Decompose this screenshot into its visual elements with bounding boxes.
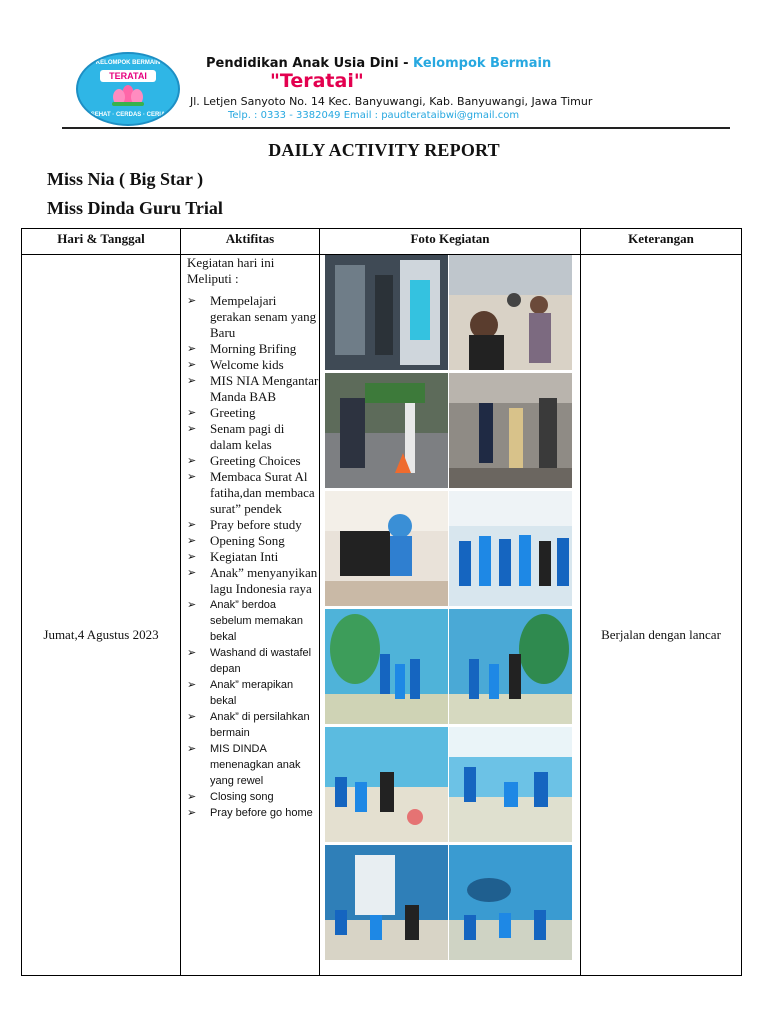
arrow-bullet-icon: ➢ bbox=[187, 790, 197, 803]
teacher-1: Miss Nia ( Big Star ) bbox=[47, 169, 204, 189]
report-title: DAILY ACTIVITY REPORT bbox=[268, 140, 500, 160]
arrow-bullet-icon: ➢ bbox=[187, 598, 197, 611]
activities-content bbox=[187, 255, 319, 821]
arrow-bullet-icon: ➢ bbox=[187, 406, 197, 419]
activity-text: Washand di wastafel depan bbox=[210, 647, 312, 675]
date-value: Jumat,4 Agustus 2023 bbox=[43, 627, 159, 642]
arrow-bullet-icon: ➢ bbox=[187, 454, 197, 467]
arrow-bullet-icon: ➢ bbox=[187, 566, 197, 579]
activity-item bbox=[187, 533, 319, 549]
arrow-bullet-icon: ➢ bbox=[187, 742, 197, 755]
activity-text: Pray before study bbox=[210, 517, 302, 532]
activities-list bbox=[187, 293, 319, 821]
photos-cell bbox=[319, 254, 581, 976]
activity-text: Opening Song bbox=[210, 533, 285, 548]
activity-text: Greeting bbox=[210, 405, 256, 420]
activity-item bbox=[187, 677, 319, 709]
activity-item bbox=[187, 469, 319, 517]
photo-5 bbox=[325, 491, 448, 606]
activity-text: MIS DINDA menenagkan anak yang rewel bbox=[210, 743, 301, 787]
activity-text: Greeting Choices bbox=[210, 453, 301, 468]
letterhead-divider bbox=[62, 127, 730, 129]
activity-item bbox=[187, 453, 319, 469]
school-name: "Teratai" bbox=[270, 70, 364, 92]
notes-value: Berjalan dengan lancar bbox=[601, 627, 721, 642]
activity-text: Membaca Surat Al fatiha,dan membaca surat” pendek bbox=[210, 469, 315, 516]
header-activities: Aktifitas bbox=[180, 228, 320, 255]
activity-item bbox=[187, 549, 319, 565]
activity-item bbox=[187, 341, 319, 357]
institution-prefix: Pendidikan Anak Usia Dini - bbox=[206, 56, 414, 71]
activity-item bbox=[187, 405, 319, 421]
arrow-bullet-icon: ➢ bbox=[187, 710, 197, 723]
activity-text: MIS NIA Mengantar Manda BAB bbox=[210, 373, 319, 404]
photo-3 bbox=[325, 373, 448, 488]
arrow-bullet-icon: ➢ bbox=[187, 550, 197, 563]
activity-item bbox=[187, 565, 319, 597]
activity-text: Closing song bbox=[210, 791, 274, 803]
header-photos: Foto Kegiatan bbox=[319, 228, 581, 255]
activity-item bbox=[187, 597, 319, 645]
activities-intro: Kegiatan hari ini Meliputi : bbox=[187, 255, 275, 286]
logo-name: TERATAI bbox=[100, 70, 156, 82]
activity-item bbox=[187, 805, 319, 821]
activity-item bbox=[187, 709, 319, 741]
activity-text: Welcome kids bbox=[210, 357, 284, 372]
activity-item bbox=[187, 293, 319, 341]
logo-bottom-text: SEHAT · CERDAS · CERIA bbox=[90, 112, 166, 118]
activity-text: Mempelajari gerakan senam yang Baru bbox=[210, 293, 317, 340]
activity-text: Anak” menyanyikan lagu Indonesia raya bbox=[210, 565, 318, 596]
date-cell bbox=[21, 254, 181, 976]
photo-6 bbox=[449, 491, 572, 606]
activity-item bbox=[187, 741, 319, 789]
arrow-bullet-icon: ➢ bbox=[187, 342, 197, 355]
arrow-bullet-icon: ➢ bbox=[187, 374, 197, 387]
school-address: Jl. Letjen Sanyoto No. 14 Kec. Banyuwangi, Kab. Banyuwangi, Jawa Timur bbox=[190, 95, 593, 108]
activity-text: Kegiatan Inti bbox=[210, 549, 279, 564]
photo-1 bbox=[325, 255, 448, 370]
arrow-bullet-icon: ➢ bbox=[187, 358, 197, 371]
activity-item bbox=[187, 421, 319, 453]
header-date: Hari & Tanggal bbox=[21, 228, 181, 255]
activity-item bbox=[187, 357, 319, 373]
activity-text: Senam pagi di dalam kelas bbox=[210, 421, 285, 452]
lotus-icon bbox=[108, 84, 148, 106]
letterhead bbox=[0, 0, 768, 132]
logo-top-text: KELOMPOK BERMAIN bbox=[95, 60, 161, 66]
activity-text: Pray before go home bbox=[210, 807, 313, 819]
photo-10 bbox=[449, 727, 572, 842]
institution-line bbox=[206, 56, 551, 71]
arrow-bullet-icon: ➢ bbox=[187, 678, 197, 691]
photo-7 bbox=[325, 609, 448, 724]
arrow-bullet-icon: ➢ bbox=[187, 470, 197, 483]
arrow-bullet-icon: ➢ bbox=[187, 534, 197, 547]
photo-9 bbox=[325, 727, 448, 842]
teacher-2: Miss Dinda Guru Trial bbox=[47, 198, 223, 218]
photo-12 bbox=[449, 845, 572, 960]
activity-text: Anak” di persilahkan bermain bbox=[210, 711, 310, 739]
photo-11 bbox=[325, 845, 448, 960]
activity-item bbox=[187, 373, 319, 405]
institution-accent: Kelompok Bermain bbox=[413, 56, 552, 71]
school-contact: Telp. : 0333 - 3382049 Email : paudterataibwi@gmail.com bbox=[228, 110, 520, 121]
notes-cell bbox=[580, 254, 742, 976]
activities-cell bbox=[180, 254, 320, 976]
activity-text: Anak” merapikan bekal bbox=[210, 679, 294, 707]
activity-item bbox=[187, 517, 319, 533]
photo-2 bbox=[449, 255, 572, 370]
activity-item bbox=[187, 645, 319, 677]
photo-8 bbox=[449, 609, 572, 724]
arrow-bullet-icon: ➢ bbox=[187, 518, 197, 531]
photo-4 bbox=[449, 373, 572, 488]
school-logo bbox=[76, 52, 180, 126]
arrow-bullet-icon: ➢ bbox=[187, 422, 197, 435]
activity-text: Anak” berdoa sebelum memakan bekal bbox=[210, 599, 303, 643]
activity-table bbox=[21, 228, 742, 976]
arrow-bullet-icon: ➢ bbox=[187, 646, 197, 659]
arrow-bullet-icon: ➢ bbox=[187, 294, 197, 307]
activity-text: Morning Brifing bbox=[210, 341, 297, 356]
activity-item bbox=[187, 789, 319, 805]
arrow-bullet-icon: ➢ bbox=[187, 806, 197, 819]
header-notes: Keterangan bbox=[580, 228, 742, 255]
